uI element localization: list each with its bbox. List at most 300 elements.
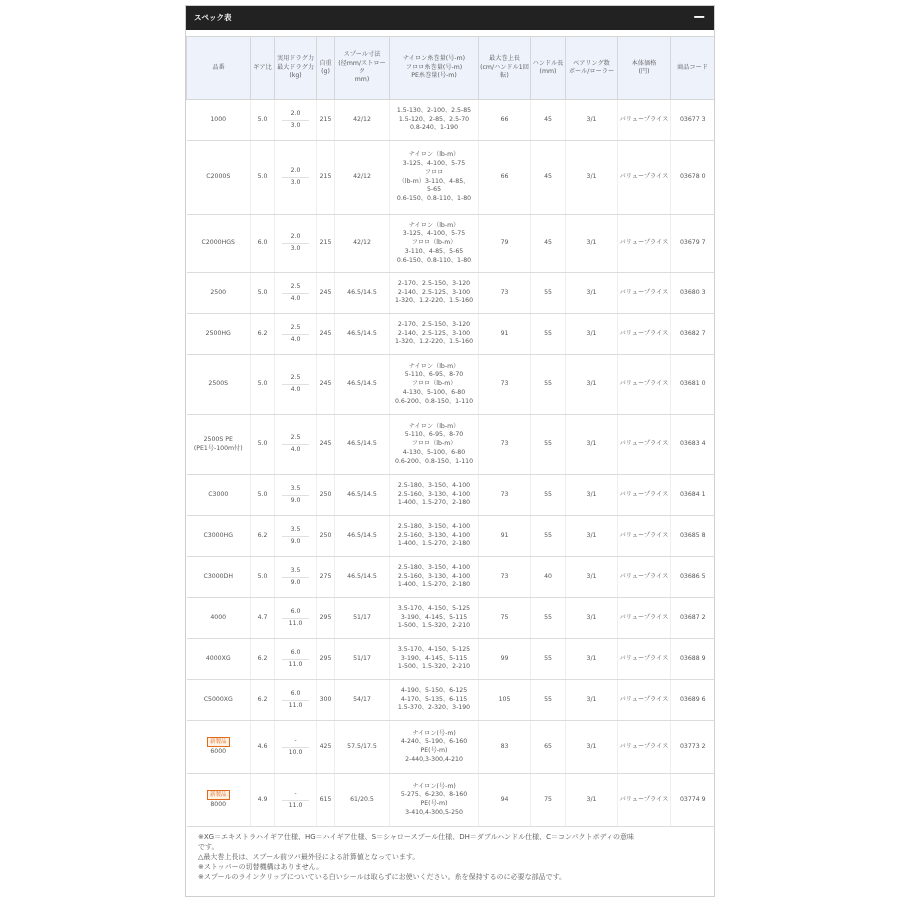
- line-capacity-line: ナイロン（lb-m）: [408, 422, 460, 430]
- collapse-icon[interactable]: −: [692, 7, 706, 26]
- handle-cell: 55: [531, 680, 566, 721]
- line-capacity-cell: [390, 557, 479, 598]
- bearing-cell: 3/1: [566, 557, 618, 598]
- line-capacity-line: 1-500、1.5-320、2-210: [397, 622, 471, 630]
- column-header: ナイロン糸巻量(号-m) フロロ糸巻量(号-m) PE糸巻量(号-m): [390, 37, 479, 100]
- retrieve-cell: 83: [479, 721, 531, 774]
- handle-cell: 55: [531, 273, 566, 314]
- note-line: ※XG＝エキストラハイギア仕様、HG＝ハイギア仕様、S＝シャロースプール仕様、DH＝ダブルハンドル仕様、C＝コンパクトボディの意味: [198, 833, 634, 841]
- line-capacity-cell: [390, 215, 479, 273]
- column-header: ハンドル長 (mm): [531, 37, 566, 100]
- model-cell: [187, 475, 251, 516]
- spec-table: [186, 36, 715, 827]
- handle-cell: 55: [531, 639, 566, 680]
- table-row: [187, 475, 715, 516]
- drag-max: 11.0: [288, 701, 303, 709]
- price-cell: バリュープライス: [618, 215, 671, 273]
- line-capacity-line: 0.6-200、0.8-150、1-110: [394, 457, 474, 465]
- drag-cell: [275, 355, 317, 415]
- model-cell: [187, 639, 251, 680]
- line-capacity-line: 2.5-160、3-130、4-100: [397, 490, 471, 498]
- spec-panel: [185, 5, 715, 897]
- product-code-cell: 03686 5: [671, 557, 715, 598]
- spool-cell: 42/12: [335, 215, 390, 273]
- retrieve-cell: 66: [479, 100, 531, 141]
- spool-cell: 46.5/14.5: [335, 475, 390, 516]
- weight-cell: 295: [317, 598, 335, 639]
- product-code-cell: 03679 7: [671, 215, 715, 273]
- spool-cell: 54/17: [335, 680, 390, 721]
- retrieve-cell: 73: [479, 415, 531, 475]
- column-header: 品番: [187, 37, 251, 100]
- bearing-cell: 3/1: [566, 516, 618, 557]
- retrieve-cell: 105: [479, 680, 531, 721]
- table-row: [187, 273, 715, 314]
- drag-max: 10.0: [288, 748, 303, 756]
- spec-header[interactable]: [186, 6, 714, 30]
- column-header: 商品コード: [671, 37, 715, 100]
- price-cell: バリュープライス: [618, 273, 671, 314]
- line-capacity-line: 5-275、6-230、8-160: [400, 791, 468, 799]
- drag-cell: [275, 557, 317, 598]
- weight-cell: 425: [317, 721, 335, 774]
- gear-ratio-cell: 6.2: [251, 516, 275, 557]
- handle-cell: 40: [531, 557, 566, 598]
- line-capacity-line: 4-170、5-135、6-115: [400, 695, 468, 703]
- line-capacity-line: 3-125、4-100、5-75: [402, 230, 466, 238]
- line-capacity-line: 1.5-370、2-320、3-190: [397, 704, 471, 712]
- line-capacity-line: 0.6-200、0.8-150、1-110: [394, 397, 474, 405]
- gear-ratio-cell: 5.0: [251, 141, 275, 215]
- bearing-cell: 3/1: [566, 680, 618, 721]
- model-name: C2000S: [206, 173, 231, 181]
- product-code-cell: 03682 7: [671, 314, 715, 355]
- drag-cell: [275, 598, 317, 639]
- product-code-cell: 03678 0: [671, 141, 715, 215]
- line-capacity-cell: [390, 639, 479, 680]
- weight-cell: 215: [317, 100, 335, 141]
- model-cell: [187, 415, 251, 475]
- table-row: [187, 774, 715, 827]
- line-capacity-line: 2.5-180、3-150、4-100: [397, 563, 471, 571]
- weight-cell: 295: [317, 639, 335, 680]
- gear-ratio-cell: 5.0: [251, 475, 275, 516]
- model-cell: [187, 721, 251, 774]
- model-name: 2500S: [208, 380, 229, 388]
- line-capacity-line: 5-110、6-95、8-70: [404, 371, 464, 379]
- retrieve-cell: 73: [479, 557, 531, 598]
- drag-cell: [275, 314, 317, 355]
- line-capacity-cell: [390, 680, 479, 721]
- line-capacity-line: 5-65: [426, 186, 442, 194]
- drag-max: 11.0: [288, 660, 303, 668]
- drag-practical: 3.5: [282, 526, 309, 537]
- handle-cell: 55: [531, 415, 566, 475]
- price-cell: バリュープライス: [618, 680, 671, 721]
- weight-cell: 275: [317, 557, 335, 598]
- drag-practical: 6.0: [282, 608, 309, 619]
- line-capacity-line: 1-500、1.5-320、2-210: [397, 663, 471, 671]
- spool-cell: 51/17: [335, 639, 390, 680]
- column-header: スプール寸法 (径mm/ストローク mm): [335, 37, 390, 100]
- drag-practical: 6.0: [282, 690, 309, 701]
- line-capacity-line: 3-190、4-145、5-115: [400, 613, 468, 621]
- line-capacity-line: 4-190、5-150、6-125: [400, 686, 468, 694]
- handle-cell: 65: [531, 721, 566, 774]
- line-capacity-line: ナイロン（lb-m）: [408, 362, 460, 370]
- line-capacity-cell: [390, 516, 479, 557]
- drag-max: 11.0: [288, 619, 303, 627]
- product-code-cell: 03774 9: [671, 774, 715, 827]
- notes: [198, 832, 706, 882]
- model-cell: [187, 680, 251, 721]
- weight-cell: 615: [317, 774, 335, 827]
- bearing-cell: 3/1: [566, 415, 618, 475]
- drag-cell: [275, 680, 317, 721]
- product-code-cell: 03685 8: [671, 516, 715, 557]
- line-capacity-line: フロロ（lb-m）: [411, 239, 457, 247]
- retrieve-cell: 73: [479, 273, 531, 314]
- line-capacity-line: 1-400、1.5-270、2-180: [397, 499, 471, 507]
- model-name: C5000XG: [203, 695, 233, 703]
- model-cell: [187, 141, 251, 215]
- drag-max: 4.0: [290, 386, 301, 393]
- line-capacity-cell: [390, 141, 479, 215]
- table-header-row: [187, 37, 715, 100]
- table-row: [187, 557, 715, 598]
- drag-max: 4.0: [290, 294, 301, 302]
- price-cell: バリュープライス: [618, 100, 671, 141]
- table-row: [187, 100, 715, 141]
- note-line: ※スプールのラインクリップについている白いシールは取らずにお使いください。糸を保持するのに必要な部品です。: [198, 873, 567, 881]
- price-cell: バリュープライス: [618, 774, 671, 827]
- drag-max: 4.0: [290, 446, 301, 453]
- line-capacity-line: 1-320、1.2-220、1.5-160: [394, 297, 474, 305]
- line-capacity-line: 2.5-180、3-150、4-100: [397, 522, 471, 530]
- model-cell: [187, 598, 251, 639]
- drag-practical: 2.5: [282, 283, 309, 294]
- line-capacity-line: 3-410,4-300,5-250: [405, 808, 463, 816]
- drag-practical: 2.0: [282, 233, 309, 244]
- model-name: 4000: [210, 613, 227, 621]
- bearing-cell: 3/1: [566, 314, 618, 355]
- line-capacity-line: フロロ: [424, 168, 444, 176]
- weight-cell: 245: [317, 415, 335, 475]
- line-capacity-cell: [390, 100, 479, 141]
- drag-max: 3.0: [290, 121, 301, 129]
- table-row: [187, 516, 715, 557]
- line-capacity-line: 3-110、4-85、5-65: [404, 247, 464, 255]
- bearing-cell: 3/1: [566, 100, 618, 141]
- note-line: △最大巻上長は、スプール前ツバ最外径による計算値となっています。: [198, 853, 420, 861]
- line-capacity-line: 3.5-170、4-150、5-125: [397, 604, 471, 612]
- weight-cell: 300: [317, 680, 335, 721]
- gear-ratio-cell: 6.2: [251, 680, 275, 721]
- spool-cell: 46.5/14.5: [335, 415, 390, 475]
- spool-cell: 46.5/14.5: [335, 557, 390, 598]
- gear-ratio-cell: 6.2: [251, 639, 275, 680]
- panel-title: スペック表: [194, 13, 232, 22]
- handle-cell: 45: [531, 215, 566, 273]
- line-capacity-cell: [390, 415, 479, 475]
- table-row: [187, 141, 715, 215]
- line-capacity-cell: [390, 314, 479, 355]
- drag-practical: 2.5: [282, 324, 309, 335]
- gear-ratio-cell: 5.0: [251, 100, 275, 141]
- line-capacity-cell: [390, 273, 479, 314]
- table-row: [187, 215, 715, 273]
- bearing-cell: 3/1: [566, 355, 618, 415]
- drag-practical: -: [282, 737, 309, 748]
- drag-max: 9.0: [290, 578, 301, 586]
- line-capacity-cell: [390, 598, 479, 639]
- gear-ratio-cell: 4.9: [251, 774, 275, 827]
- model-name: 2500: [210, 288, 227, 296]
- drag-cell: [275, 475, 317, 516]
- drag-max: 9.0: [290, 537, 301, 545]
- model-cell: [187, 273, 251, 314]
- bearing-cell: 3/1: [566, 639, 618, 680]
- line-capacity-line: 2-170、2.5-150、3-120: [397, 279, 471, 287]
- model-name: 2500S PE (PE1号-100m付): [193, 435, 243, 452]
- drag-max: 11.0: [288, 801, 303, 809]
- line-capacity-line: 0.6-150、0.8-110、1-80: [396, 194, 472, 202]
- weight-cell: 245: [317, 355, 335, 415]
- retrieve-cell: 99: [479, 639, 531, 680]
- model-name: C3000: [208, 490, 229, 498]
- gear-ratio-cell: 5.0: [251, 273, 275, 314]
- weight-cell: 215: [317, 141, 335, 215]
- model-name: 8000: [210, 801, 227, 809]
- gear-ratio-cell: 5.0: [251, 557, 275, 598]
- line-capacity-line: PE(号-m): [420, 747, 448, 754]
- handle-cell: 55: [531, 314, 566, 355]
- retrieve-cell: 73: [479, 355, 531, 415]
- table-body: [187, 100, 715, 827]
- line-capacity-line: 1.5-130、2-100、2.5-85: [396, 106, 472, 114]
- line-capacity-line: 3-190、4-145、5-115: [400, 654, 468, 662]
- bearing-cell: 3/1: [566, 141, 618, 215]
- handle-cell: 45: [531, 100, 566, 141]
- weight-cell: 245: [317, 314, 335, 355]
- new-badge: 新製品: [207, 790, 230, 800]
- spool-cell: 42/12: [335, 141, 390, 215]
- product-code-cell: 03677 3: [671, 100, 715, 141]
- line-capacity-line: 3.5-170、4-150、5-125: [397, 645, 471, 653]
- column-header: 実用ドラグ力 最大ドラグ力 (kg): [275, 37, 317, 100]
- retrieve-cell: 73: [479, 475, 531, 516]
- line-capacity-line: ナイロン(号-m): [412, 729, 456, 737]
- bearing-cell: 3/1: [566, 215, 618, 273]
- drag-practical: 2.0: [282, 167, 309, 178]
- note-line: です。: [198, 843, 219, 851]
- retrieve-cell: 66: [479, 141, 531, 215]
- drag-practical: 3.5: [282, 567, 309, 578]
- line-capacity-line: 3-125、4-100、5-75: [402, 160, 466, 168]
- drag-cell: [275, 639, 317, 680]
- gear-ratio-cell: 5.0: [251, 415, 275, 475]
- drag-cell: [275, 415, 317, 475]
- line-capacity-line: 2-140、2.5-125、3-100: [397, 329, 471, 337]
- line-capacity-line: ナイロン(号-m): [412, 782, 456, 790]
- model-cell: [187, 100, 251, 141]
- spool-cell: 46.5/14.5: [335, 516, 390, 557]
- table-row: [187, 355, 715, 415]
- line-capacity-line: 2.5-160、3-130、4-100: [397, 572, 471, 580]
- bearing-cell: 3/1: [566, 598, 618, 639]
- new-badge: 新製品: [207, 737, 230, 747]
- column-header: 最大巻上長 (cm/ハンドル1回転): [479, 37, 531, 100]
- line-capacity-line: 1.5-120、2-85、2.5-70: [398, 115, 470, 123]
- handle-cell: 55: [531, 598, 566, 639]
- gear-ratio-cell: 4.6: [251, 721, 275, 774]
- line-capacity-line: 0.8-240、1-190: [409, 124, 459, 132]
- line-capacity-line: PE(号-m): [420, 800, 448, 807]
- drag-cell: [275, 215, 317, 273]
- model-name: 6000: [210, 748, 227, 756]
- gear-ratio-cell: 6.0: [251, 215, 275, 273]
- bearing-cell: 3/1: [566, 721, 618, 774]
- price-cell: バリュープライス: [618, 415, 671, 475]
- drag-practical: 2.5: [282, 374, 309, 385]
- model-name: C3000DH: [203, 572, 233, 580]
- retrieve-cell: 91: [479, 516, 531, 557]
- line-capacity-line: 2.5-160、3-130、4-100: [397, 531, 471, 539]
- drag-max: 4.0: [290, 335, 301, 343]
- handle-cell: 55: [531, 355, 566, 415]
- drag-cell: [275, 273, 317, 314]
- drag-max: 3.0: [290, 245, 301, 252]
- bearing-cell: 3/1: [566, 774, 618, 827]
- retrieve-cell: 91: [479, 314, 531, 355]
- product-code-cell: 03680 3: [671, 273, 715, 314]
- model-cell: [187, 516, 251, 557]
- note-line: ※ストッパーの切替機構はありません。: [198, 863, 324, 871]
- weight-cell: 250: [317, 516, 335, 557]
- gear-ratio-cell: 5.0: [251, 355, 275, 415]
- line-capacity-line: 1-400、1.5-270、2-180: [397, 540, 471, 548]
- handle-cell: 55: [531, 516, 566, 557]
- line-capacity-cell: [390, 721, 479, 774]
- bearing-cell: 3/1: [566, 273, 618, 314]
- line-capacity-line: 2-440,3-300,4-210: [405, 755, 463, 763]
- price-cell: バリュープライス: [618, 314, 671, 355]
- retrieve-cell: 75: [479, 598, 531, 639]
- drag-max: 3.0: [290, 179, 301, 186]
- drag-cell: [275, 516, 317, 557]
- product-code-cell: 03773 2: [671, 721, 715, 774]
- line-capacity-cell: [390, 774, 479, 827]
- line-capacity-line: 5-110、6-95、8-70: [404, 431, 464, 439]
- drag-practical: 3.5: [282, 485, 309, 496]
- price-cell: バリュープライス: [618, 557, 671, 598]
- gear-ratio-cell: 6.2: [251, 314, 275, 355]
- weight-cell: 215: [317, 215, 335, 273]
- model-cell: [187, 355, 251, 415]
- line-capacity-cell: [390, 355, 479, 415]
- handle-cell: 75: [531, 774, 566, 827]
- retrieve-cell: 79: [479, 215, 531, 273]
- line-capacity-line: フロロ（lb-m）: [411, 380, 457, 388]
- price-cell: バリュープライス: [618, 141, 671, 215]
- product-code-cell: 03683 4: [671, 415, 715, 475]
- product-code-cell: 03684 1: [671, 475, 715, 516]
- product-code-cell: 03687 2: [671, 598, 715, 639]
- handle-cell: 45: [531, 141, 566, 215]
- line-capacity-cell: [390, 475, 479, 516]
- model-name: 1000: [210, 115, 227, 123]
- table-row: [187, 639, 715, 680]
- drag-cell: [275, 721, 317, 774]
- table-row: [187, 721, 715, 774]
- line-capacity-line: 4-130、5-100、6-80: [402, 388, 466, 396]
- line-capacity-line: 0.6-150、0.8-110、1-80: [396, 256, 472, 264]
- line-capacity-line: フロロ（lb-m）: [411, 440, 457, 448]
- model-cell: [187, 314, 251, 355]
- spool-cell: 46.5/14.5: [335, 355, 390, 415]
- spool-cell: 61/20.5: [335, 774, 390, 827]
- price-cell: バリュープライス: [618, 639, 671, 680]
- line-capacity-line: 2-170、2.5-150、3-120: [397, 320, 471, 328]
- line-capacity-line: （lb-m）3-110、4-85、: [398, 177, 470, 185]
- weight-cell: 245: [317, 273, 335, 314]
- model-cell: [187, 774, 251, 827]
- model-cell: [187, 215, 251, 273]
- drag-cell: [275, 100, 317, 141]
- price-cell: バリュープライス: [618, 355, 671, 415]
- line-capacity-line: 4-240、5-190、6-160: [400, 738, 468, 746]
- column-header: 自重 (g): [317, 37, 335, 100]
- gear-ratio-cell: 4.7: [251, 598, 275, 639]
- spool-cell: 57.5/17.5: [335, 721, 390, 774]
- line-capacity-line: 4-130、5-100、6-80: [402, 448, 466, 456]
- model-name: C2000HGS: [201, 239, 235, 247]
- drag-practical: 2.0: [282, 110, 309, 121]
- line-capacity-line: 1-400、1.5-270、2-180: [397, 581, 471, 589]
- line-capacity-line: ナイロン（lb-m）: [408, 151, 460, 159]
- model-cell: [187, 557, 251, 598]
- drag-practical: 2.5: [282, 434, 309, 445]
- drag-cell: [275, 774, 317, 827]
- model-name: C3000HG: [203, 531, 233, 539]
- spool-cell: 46.5/14.5: [335, 273, 390, 314]
- table-row: [187, 415, 715, 475]
- model-name: 2500HG: [205, 329, 231, 337]
- drag-practical: 6.0: [282, 649, 309, 660]
- drag-cell: [275, 141, 317, 215]
- price-cell: バリュープライス: [618, 598, 671, 639]
- table-row: [187, 314, 715, 355]
- column-header: ギア比: [251, 37, 275, 100]
- drag-max: 9.0: [290, 496, 301, 504]
- column-header: 本体価格 (円): [618, 37, 671, 100]
- product-code-cell: 03689 6: [671, 680, 715, 721]
- product-code-cell: 03681 0: [671, 355, 715, 415]
- handle-cell: 55: [531, 475, 566, 516]
- line-capacity-line: 1-320、1.2-220、1.5-160: [394, 338, 474, 346]
- price-cell: バリュープライス: [618, 721, 671, 774]
- line-capacity-line: ナイロン（lb-m）: [408, 221, 460, 229]
- line-capacity-line: 2-140、2.5-125、3-100: [397, 288, 471, 296]
- drag-practical: -: [282, 790, 309, 801]
- price-cell: バリュープライス: [618, 475, 671, 516]
- line-capacity-line: 2.5-180、3-150、4-100: [397, 481, 471, 489]
- table-row: [187, 680, 715, 721]
- model-name: 4000XG: [205, 654, 231, 662]
- price-cell: バリュープライス: [618, 516, 671, 557]
- retrieve-cell: 94: [479, 774, 531, 827]
- spool-cell: 42/12: [335, 100, 390, 141]
